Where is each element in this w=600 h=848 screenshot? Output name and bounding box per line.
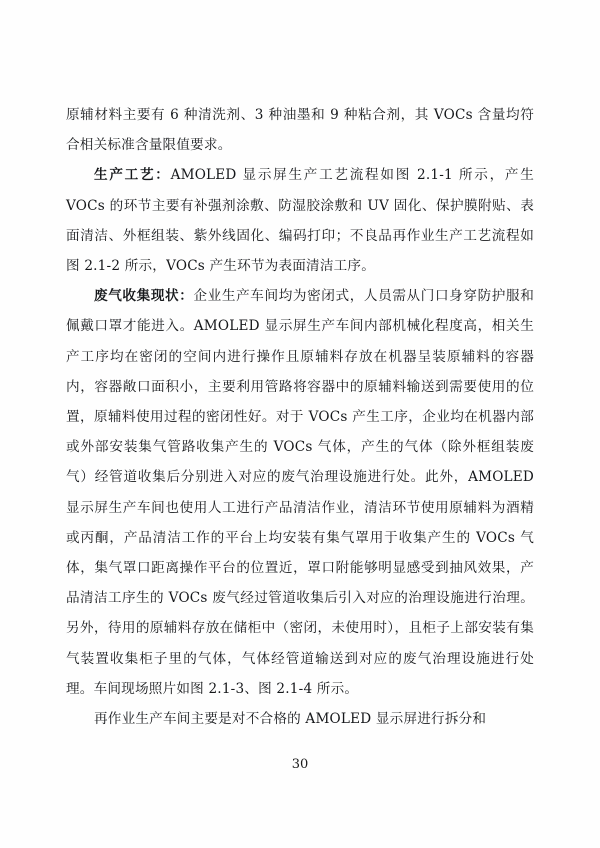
page-number: 30 [291,757,309,772]
paragraph-2-text: AMOLED 显示屏生产工艺流程如图 2.1-1 所示，产生 VOCs 的环节主要有补强剂涂敷、防湿胶涂敷和 UV 固化、保护膜附贴、表面清洁、外框组装、紫外线固化、编码打印；不良品再作业生产工艺流程如图 2.1-2 所示，VOCs 产生环节为表面清洁工序。 [66,167,534,275]
page-body [66,100,534,734]
paragraph-1-text: 原辅材料主要有 6 种清洗剂、3 种油墨和 9 种粘合剂，其 VOCs 含量均符合相关标准含量限值要求。 [66,107,534,154]
paragraph-4 [66,704,534,734]
paragraph-1 [66,100,534,160]
paragraph-3-text: 企业生产车间均为密闭式，人员需从门口身穿防护服和佩戴口罩才能进入。AMOLED 显示屏生产车间内部机械化程度高，相关生产工序均在密闭的空间内进行操作且原辅料存放在机器呈装原辅料的容器内，容器敞口面积小，主要利用管路将容器中的原辅料输送到需要使用的位置，原辅料使用过程的密闭性好。对于 VOCs 产生工序，企业均在机器内部或外部安装集气管路收集产生的 VOCs 气体，产生的气体（除外框组装废气）经管道收集后分别进入对应的废气治理设施进行处。此外，AMOLED 显示屏生产车间也使用人工进行产品清洁作业，清洁环节使用原辅料为酒精或丙酮，产品清洁工作的平台上均安装有集气罩用于收集产生的 VOCs 气体，集气罩口距离操作平台的位置近，罩口附能够明显感受到抽风效果，产品清洁工序生的 VOCs 废气经过管道收集后引入对应的治理设施进行治理。另外，待用的原辅料存放在储柜中（密闭，未使用时），且柜子上部安装有集气装置收集柜子里的气体，气体经管道输送到对应的废气治理设施进行处理。车间现场照片如图 2.1-3、图 2.1-4 所示。 [66,288,534,697]
paragraph-4-text: 再作业生产车间主要是对不合格的 AMOLED 显示屏进行拆分和 [94,711,487,728]
paragraph-3-lead: 废气收集现状： [94,288,194,305]
paragraph-2 [66,160,534,281]
paragraph-2-lead: 生产工艺： [94,167,171,184]
paragraph-3 [66,281,534,704]
